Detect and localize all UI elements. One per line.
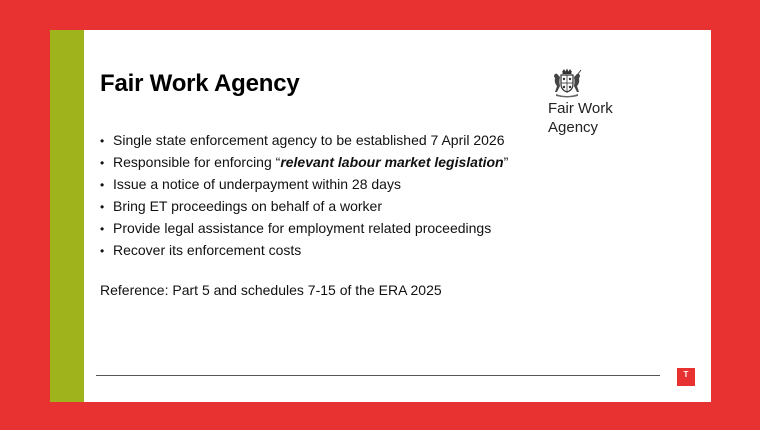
bullet-text-emphasis: relevant labour market legislation — [280, 154, 504, 170]
slide — [50, 30, 711, 402]
bullet-text-before: Responsible for enforcing “ — [113, 154, 281, 170]
bullet-dot: • — [100, 222, 105, 236]
bullet-item — [100, 151, 508, 173]
bullet-list — [100, 129, 508, 261]
bullet-item — [100, 217, 508, 239]
bullet-item — [100, 239, 508, 261]
fair-work-agency-logo — [548, 68, 658, 137]
bullet-dot: • — [100, 200, 105, 214]
royal-crest-icon — [551, 68, 583, 98]
bullet-item — [100, 173, 508, 195]
bullet-dot: • — [100, 134, 105, 148]
bullet-text: Single state enforcement agency to be established 7 April 2026 — [113, 132, 505, 148]
bullet-text — [113, 151, 508, 173]
bullet-dot: • — [100, 156, 105, 170]
bullet-item — [100, 195, 508, 217]
footer-divider — [96, 375, 660, 376]
bullet-text: Recover its enforcement costs — [113, 242, 302, 258]
accent-bar — [50, 30, 84, 402]
bullet-dot: • — [100, 178, 105, 192]
bullet-text: Issue a notice of underpayment within 28 days — [113, 176, 401, 192]
slide-title: Fair Work Agency — [100, 70, 300, 97]
bullet-text-after: ” — [503, 154, 509, 170]
bullet-text: Provide legal assistance for employment related proceedings — [113, 220, 492, 236]
bullet-dot: • — [100, 244, 105, 258]
bullet-text: Bring ET proceedings on behalf of a worker — [113, 198, 383, 214]
logo-text: Fair Work Agency — [548, 100, 613, 136]
bullet-item — [100, 129, 508, 151]
reference-note: Reference: Part 5 and schedules 7-15 of the ERA 2025 — [100, 282, 442, 298]
corner-badge: T — [677, 368, 695, 386]
